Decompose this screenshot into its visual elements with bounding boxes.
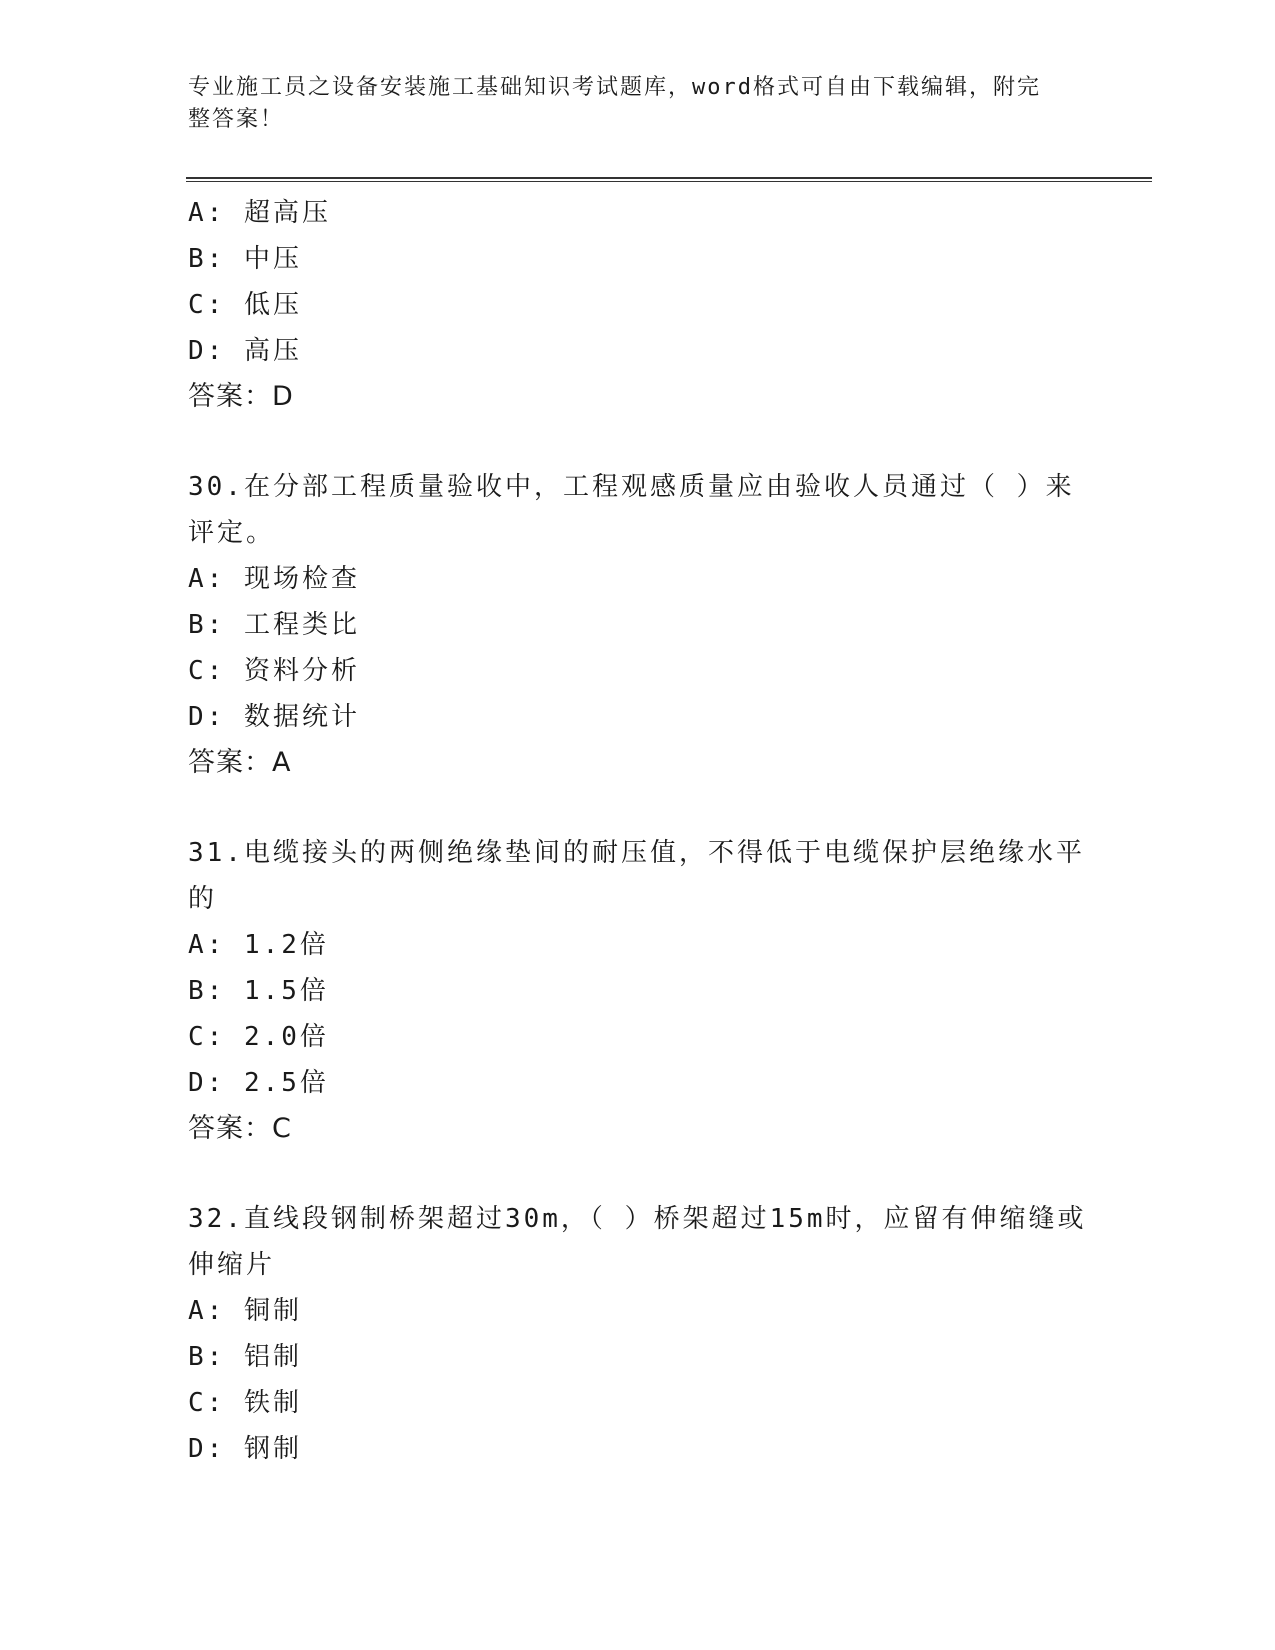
question-block-30 — [188, 464, 1088, 786]
question-stem-line-1: 30.在分部工程质量验收中，工程观感质量应由验收人员通过（ ）来 — [188, 472, 1075, 502]
header-line-1: 专业施工员之设备安装施工基础知识考试题库，word格式可自由下载编辑，附完 — [188, 75, 1041, 100]
question-list — [188, 190, 1088, 1472]
question-block-31 — [188, 830, 1088, 1152]
option-a: A: 1.2倍 — [188, 930, 329, 960]
question-stem-line-2: 伸缩片 — [188, 1250, 276, 1280]
option-c: C: 铁制 — [188, 1388, 302, 1418]
option-b: B: 铝制 — [188, 1342, 302, 1372]
question-block-32 — [188, 1196, 1088, 1472]
spacer — [188, 1152, 1088, 1196]
option-c: C: 低压 — [188, 290, 302, 320]
option-d: D: 高压 — [188, 336, 302, 366]
spacer — [188, 420, 1088, 464]
option-d: D: 2.5倍 — [188, 1068, 329, 1098]
option-b: B: 工程类比 — [188, 610, 360, 640]
question-stem-line-1: 31.电缆接头的两侧绝缘垫间的耐压值，不得低于电缆保护层绝缘水平 — [188, 838, 1085, 868]
option-a: A: 铜制 — [188, 1296, 302, 1326]
question-stem-line-1: 32.直线段钢制桥架超过30m，（ ）桥架超过15m时，应留有伸缩缝或 — [188, 1204, 1087, 1234]
question-stem-line-2: 评定。 — [188, 518, 276, 548]
header-divider — [186, 177, 1152, 182]
option-a: A: 超高压 — [188, 198, 331, 228]
option-d: D: 钢制 — [188, 1434, 302, 1464]
option-b: B: 1.5倍 — [188, 976, 329, 1006]
answer-line: 答案：D — [188, 381, 294, 412]
option-c: C: 资料分析 — [188, 656, 360, 686]
question-block-29-options — [188, 190, 1088, 420]
spacer — [188, 786, 1088, 830]
header-line-2: 整答案！ — [188, 107, 285, 132]
answer-line: 答案：A — [188, 747, 292, 778]
option-c: C: 2.0倍 — [188, 1022, 329, 1052]
answer-line: 答案：C — [188, 1113, 292, 1144]
document-header — [188, 72, 1068, 136]
option-a: A: 现场检查 — [188, 564, 360, 594]
question-stem-line-2: 的 — [188, 884, 218, 914]
option-d: D: 数据统计 — [188, 702, 360, 732]
option-b: B: 中压 — [188, 244, 302, 274]
